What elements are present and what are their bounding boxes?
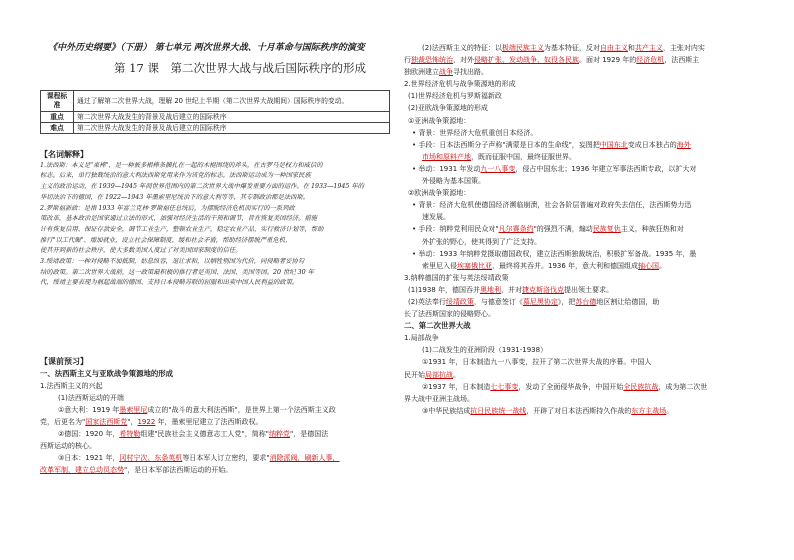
- subheading: 3.纳粹德国的扩张与英法绥靖政策: [404, 273, 509, 282]
- answer-text: 纳粹党: [269, 430, 290, 438]
- term-line: 主义的政治运动，在 1939—1945 年间世界范围内的第二次世界大战中爆发重要方面的运作。在 1933—1945 年的: [40, 183, 364, 191]
- answer-text: 埃塞俄比亚: [457, 261, 492, 270]
- text-span: ，成为第二次世: [658, 382, 708, 391]
- list-item: [404, 163, 760, 175]
- text-span: 。面对 1929 年的: [579, 56, 637, 65]
- text-span: • 手段：纳粹党利用民众对": [412, 225, 499, 234]
- text-span: 。: [453, 370, 460, 379]
- text-span: 西斯运动的核心。: [40, 442, 96, 450]
- answer-text: 绥靖政策: [445, 297, 474, 306]
- answer-text: 国家法西斯党: [85, 418, 128, 426]
- list-item: [40, 404, 392, 416]
- text-span: ，既而征服中国，最终征服世界。: [471, 152, 576, 161]
- text-span: ②1937 年，日本制造: [422, 382, 491, 391]
- subheading: (1)世界经济危机与罗斯福新政: [408, 92, 502, 101]
- text-span: 组建"民族社会主义德意志工人党"，简称": [140, 430, 269, 438]
- answer-text: 共产主义: [634, 44, 663, 52]
- goal-value: 第二次世界大战发生的背景及战后建立的国际秩序: [74, 112, 390, 123]
- answer-text: 自由主义: [599, 44, 628, 52]
- goals-table: [40, 90, 390, 134]
- list-item: • 背景：经济大危机使德国经济濒临崩溃，社会各阶层普遍对政府失去信任，法西斯势力迅: [412, 201, 692, 210]
- section-heading: 一、法西斯主义与亚欧战争策源地的形成: [40, 369, 174, 378]
- answer-text: 侵略扩张、发动战争、奴役各民族: [474, 56, 579, 65]
- text-span: 》，把: [557, 297, 576, 306]
- text-span: 变成日本独占的: [627, 140, 677, 149]
- term-line: 使其开到新的社会秩序，使大多数美国人度过了对美国国家制度的信任。: [40, 247, 242, 255]
- text-span: ，法西斯主: [664, 56, 700, 65]
- subheading: ①亚洲战争策源地：: [408, 116, 471, 125]
- terms-section: [40, 150, 392, 289]
- term-line: 结的政策。第二次世界大战前，这一政策最积极的推行者是英国、法国、美国等国。20 世纪 30 年: [40, 268, 314, 276]
- table-row: [41, 123, 390, 134]
- answer-text: 市场和原料产地: [422, 152, 471, 161]
- goal-key: 难点: [41, 123, 74, 134]
- text-span: 独欧洲建立: [404, 68, 439, 77]
- unit-title: 《中外历史纲要》（下册） 第七单元 两次世界大战、十月革命与国际秩序的演变: [48, 43, 365, 53]
- list-item: [404, 405, 760, 417]
- text-span: • 手段：日本法西斯分子声称"满蒙是日本的生命线"，妄图把: [412, 140, 600, 149]
- text-span: 行: [404, 56, 411, 65]
- text-span: (2)法西斯主义的特征：以: [422, 44, 502, 52]
- answer-text: 全民族抗战: [623, 382, 659, 391]
- answer-text: 抗日民族统一战线: [470, 406, 527, 415]
- text-span: 。: [666, 406, 674, 415]
- subheading: 2.世界经济危机与战争策源地的形成: [404, 80, 516, 89]
- subheading: 1.局部战争: [404, 334, 439, 343]
- subheading: (1)法西斯运动的开端: [58, 394, 124, 402]
- right-column: [404, 42, 760, 417]
- list-item: [404, 369, 760, 381]
- text-span: (1)1938 年，德国吞并: [408, 285, 480, 294]
- list-item: • 背景：世界经济大危机重创日本经济。: [412, 128, 538, 137]
- preview-section: [40, 356, 392, 476]
- term-line: 策改革，基本政治是国家通过立法的形式，加强对经济生活的干预和调节，旨在恢复美国经济。措施: [40, 215, 318, 223]
- text-span: ，与德意签订《: [473, 297, 523, 306]
- text-span: "，: [127, 418, 138, 426]
- answer-text: 独裁恐怖统治: [411, 56, 453, 65]
- text-span: 为基本特征，反对: [543, 44, 600, 52]
- text-span: 成立的"战斗的意大利法西斯"，是世界上第一个法西斯主义政: [147, 406, 336, 414]
- text-span: ②德国：1920 年，: [58, 430, 120, 438]
- list-item: [40, 416, 392, 428]
- list-item: 界大战中亚洲主战场。: [404, 394, 474, 403]
- table-row: [41, 112, 390, 123]
- text-span: ，开辟了对日本法西斯持久作战的: [526, 406, 632, 415]
- term-line: 标志。后来，单行独裁统治的意大利法西斯党用来作为该党的标志。法西斯运动成为一种国家民族: [40, 172, 311, 180]
- text-span: • 举动：1931 年发动: [412, 164, 481, 173]
- list-item: [40, 440, 392, 452]
- answer-text: 经济危机: [636, 56, 665, 65]
- answer-text: 凡尔赛条约: [498, 225, 534, 234]
- text-span: ，并对: [500, 285, 522, 294]
- answer-text: 苏台德: [575, 297, 597, 306]
- answer-text: 奥地利: [479, 285, 501, 294]
- text-span: "，是德国法: [290, 430, 329, 438]
- list-item: 速发展。: [422, 213, 450, 222]
- answer-text: 捷克斯洛伐克: [521, 285, 564, 294]
- list-item: [404, 139, 760, 151]
- list-item: [404, 66, 760, 78]
- list-item: [404, 296, 760, 308]
- text-span: "的强烈不满，煽动: [533, 225, 593, 234]
- answer-text: 改革军制，建立总动员态势: [40, 466, 124, 474]
- answer-text: 海外: [676, 140, 691, 149]
- text-span: 和: [627, 44, 635, 52]
- goal-value: 第二次世界大战发生的背景及战后建立的国际秩序: [74, 123, 390, 134]
- list-item: 长了法西斯国家的侵略野心。: [404, 310, 495, 319]
- subheading: ②欧洲战争策源地：: [408, 189, 471, 198]
- answer-text: 希特勒: [119, 430, 141, 438]
- preview-title: 【课前预习】: [40, 357, 88, 366]
- list-item: [40, 464, 392, 476]
- lesson-title: 第 17 课 第二次世界大战与战后国际秩序的形成: [114, 61, 366, 75]
- list-item: • 举动：1933 年纳粹党摄取德国政权，建立法西斯独裁统治，积极扩军备战。1935 年，墨: [412, 249, 697, 258]
- text-span: ，主张对内实: [662, 44, 705, 52]
- table-row: [41, 91, 390, 112]
- term-line: 2.罗斯福新政：是指 1933 年富兰克林·罗斯福任总统后，为摆脱经济危机而实行的一系列政: [40, 204, 295, 212]
- section-heading: 二、第二次世界大战: [404, 321, 471, 331]
- goal-key: 重点: [41, 112, 74, 123]
- subheading: (1)二战发生的亚洲阶段（1931-1938）: [422, 346, 548, 355]
- answer-text: 九一八事变: [480, 164, 516, 173]
- answer-text: 慕尼黑协定: [522, 297, 558, 306]
- text-span: "，是日本军部法西斯运动的开始。: [124, 466, 233, 474]
- text-span: ，发动了全面侵华战争，中国开始: [518, 382, 624, 391]
- list-item: [404, 284, 760, 296]
- answer-text: 战争: [439, 68, 453, 77]
- answer-text: 冈村宁次、东条英机: [119, 454, 183, 462]
- text-span: 民开始: [404, 370, 425, 379]
- text-span: 年，墨索里尼建立了法西斯政权。: [155, 418, 263, 426]
- term-line: 3.绥靖政策：一种对侵略不加抵制，姑息纵容，退让求和，以牺牲别国为代价，同侵略者妥协勾: [40, 258, 305, 266]
- term-line: 华切法治下的德国，在 1922—1943 年墨索里尼统治下的意大利等等，其专制政治都是法西斯。: [40, 193, 310, 201]
- answer-text: 消除派阀，刷新人事，: [269, 454, 340, 462]
- list-item: [40, 452, 392, 464]
- text-span: 索里尼入侵: [422, 261, 457, 270]
- text-span: 提出领土要求。: [563, 285, 613, 294]
- list-item: [404, 151, 760, 163]
- list-item: [404, 381, 760, 393]
- text-span: ①意大利：1919 年: [58, 406, 120, 414]
- text-span: (2)英法奉行: [408, 297, 446, 306]
- text-span: 等日本军人订立密约，要求": [182, 454, 270, 462]
- text-span: 寻找出路。: [453, 68, 488, 77]
- text-span: 地区割让给德国，助: [596, 297, 660, 306]
- answer-text: 东方主战场: [631, 406, 667, 415]
- answer-text: 墨索里尼: [119, 406, 148, 414]
- list-item: 外侵略为基本国策。: [422, 177, 485, 186]
- text-span: 党，后更名为": [40, 418, 86, 426]
- answer-text: 极端民族主义: [501, 44, 544, 52]
- list-item: [404, 54, 760, 66]
- subheading: (2)亚欧战争策源地的形成: [408, 104, 488, 113]
- answer-text: 中国东北: [599, 140, 628, 149]
- term-line: 计有恢复信用、保证存款安全，调节工业生产，整顿农业生产，稳定农业产品，实行救济计划等，帮助: [40, 225, 324, 233]
- list-item: [404, 223, 760, 235]
- answer-text: 轴心国: [638, 261, 660, 270]
- term-line: 代，绥靖主要表现为祸起战端的德国、支持日本侵略苏联的屈服和出卖中国人民利益的政策。: [40, 279, 299, 287]
- text-span: ，最终将其吞并。1936 年，意大利和德国组成: [492, 261, 639, 270]
- answer-text: 七七事变: [490, 382, 519, 391]
- goal-key: 课程标准: [41, 91, 74, 112]
- text-span: 。: [659, 261, 667, 270]
- text-span: ，侵占中国东北；1936 年建立军事法西斯专政，以扩大对: [515, 164, 697, 173]
- list-item: [404, 42, 760, 54]
- text-span: ③日本：1921 年，: [58, 454, 120, 462]
- answer-text: 1922: [137, 418, 156, 426]
- subheading: 1.法西斯主义的兴起: [40, 382, 103, 390]
- text-span: ③中华民族结成: [422, 406, 471, 415]
- answer-text: 局部抗战: [425, 370, 453, 379]
- answer-text: 民族复仇: [592, 225, 621, 234]
- list-item: 外扩张的野心，使其得到了广泛支持。: [422, 237, 541, 246]
- text-span: ，对外: [453, 56, 474, 65]
- list-item: [404, 260, 760, 272]
- term-line: 推行"以工代赈"、增加就业，设立社会保障制度，缓和社会矛盾，帮助经济摆脱严重危机，: [40, 236, 292, 244]
- goal-value: 通过了解第二次世界大战，理解 20 世纪上半期（第二次世界大战期间）国际秩序的变动。: [74, 91, 390, 112]
- text-span: 主义，种族狂热和对: [620, 225, 684, 234]
- terms-title: 【名词解释】: [40, 150, 88, 159]
- list-item: [40, 428, 392, 440]
- term-line: 1.法西斯：本义是"束棒"，是一种被多根棒条捆扎在一起的木棍围绕的斧头，在古罗马是权力和威信的: [40, 161, 323, 169]
- list-item: ①1931 年，日本制造九一八事变，拉开了第二次世界大战的序幕。中国人: [422, 358, 652, 367]
